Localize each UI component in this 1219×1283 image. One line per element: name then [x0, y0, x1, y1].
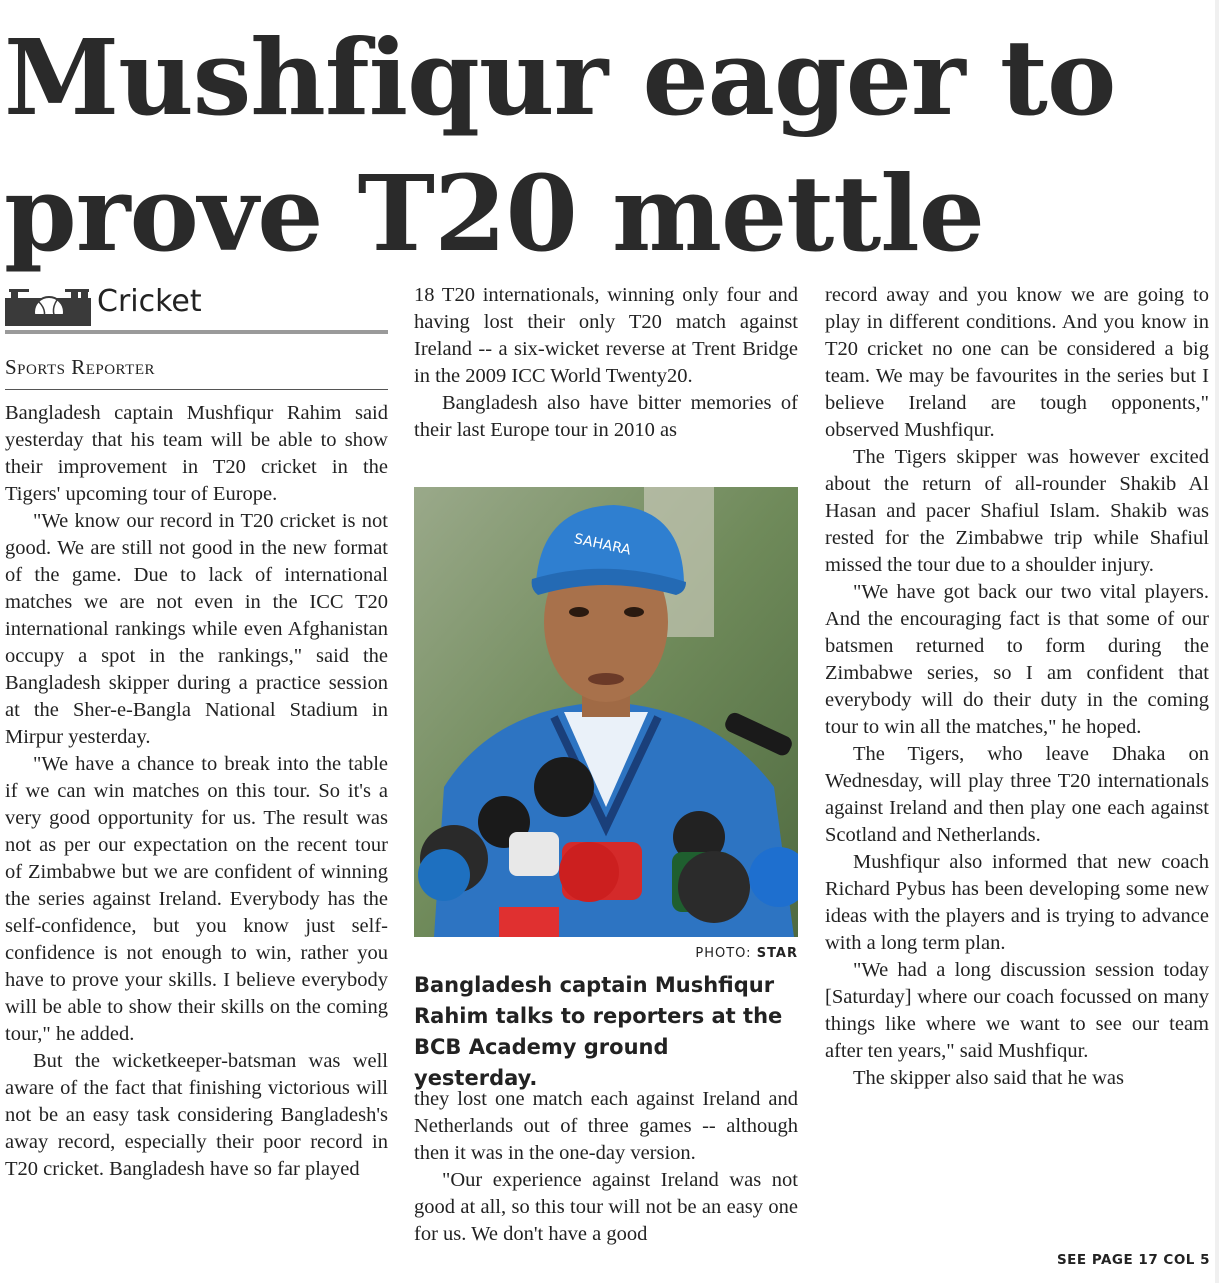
- col3-paragraph-4: The Tigers, who leave Dhaka on Wednesday, will play three T20 internationals against Ireland and then play one each against Scotland and Netherlands.: [825, 743, 1209, 846]
- col2-paragraph-2: Bangladesh also have bitter memories of their last Europe tour in 2010 as: [414, 392, 798, 441]
- section-tag: [5, 282, 388, 334]
- col3-paragraph-7: The skipper also said that he was: [853, 1067, 1124, 1089]
- col1-paragraph-1: Bangladesh captain Mushfiqur Rahim said yesterday that his team will be able to show their improvement in T20 cricket in the Tigers' upcoming tour of Europe.: [5, 402, 388, 505]
- col1-paragraph-4: But the wicketkeeper-batsman was well aware of the fact that finishing victorious will not be an easy task considering Bangladesh's away record, especially their poor record in T20 cricket. Bangladesh have so far played: [5, 1050, 388, 1180]
- cricket-stumps-ball-icon: [5, 284, 91, 326]
- col1-paragraph-3: "We have a chance to break into the table if we can win matches on this tour. So it's a very good opportunity for us. The result was not as per our expectation on the recent tour of Zimbabwe but we are confident of winning the series against Ireland. Everybody has the self-confidence, but you know just self-confidence is not enough to win, rather you have to prove your skills. I believe everybody will be able to show their skills on the coming tour," he added.: [5, 753, 388, 1045]
- page-edge: [1215, 0, 1219, 1283]
- photo: [414, 487, 798, 937]
- headline: [4, 10, 1204, 282]
- col1-paragraph-2: "We know our record in T20 cricket is not good. We are still not good in the new format of the game. Due to lack of international matches we are not even in the ICC T20 international rankings while even Afghanistan occupy a spot in the rankings," said the Bangladesh skipper during a practice session at the Sher-e-Bangla National Stadium in Mirpur yesterday.: [5, 510, 388, 748]
- svg-text:SAHARA: SAHARA: [572, 530, 633, 559]
- col3-paragraph-1: record away and you know we are going to play in different conditions. And you know in T20 cricket no one can be considered a big team. We may be favourites in the series but I believe Ireland are tough opponents," observed Mushfiqur.: [825, 284, 1209, 441]
- section-label: Cricket: [97, 284, 202, 319]
- photo-credit-source: STAR: [756, 946, 798, 961]
- article-column-2-top: [414, 282, 798, 444]
- photo-credit: [414, 946, 798, 961]
- col2b-paragraph-1: they lost one match each against Ireland and Netherlands out of three games -- although then it was in the one-day version.: [414, 1088, 798, 1164]
- col2b-paragraph-2: "Our experience against Ireland was not good at all, so this tour will not be an easy one for us. We don't have a good: [414, 1169, 798, 1245]
- col2-paragraph-1: 18 T20 internationals, winning only four and having lost their only T20 match against Ireland -- a six-wicket reverse at Trent Bridge in the 2009 ICC World Twenty20.: [414, 284, 798, 387]
- col3-paragraph-5: Mushfiqur also informed that new coach Richard Pybus has been developing some new ideas with the players and is trying to advance with a long term plan.: [825, 851, 1209, 954]
- article-column-2-bottom: [414, 1086, 798, 1248]
- article-column-1: [5, 282, 388, 1183]
- byline: Sports Reporter: [5, 354, 388, 390]
- photo-captain-with-microphones: [414, 487, 798, 937]
- continued-jump-line: SEE PAGE 17 COL 5: [1056, 1252, 1210, 1268]
- article-column-3: [825, 282, 1209, 1092]
- col3-paragraph-6: "We had a long discussion session today [Saturday] where our coach focussed on many things like where we want to see our team after ten years," said Mushfiqur.: [825, 959, 1209, 1062]
- col3-paragraph-3: "We have got back our two vital players. And the encouraging fact is that some of our batsmen returned to form during the Zimbabwe series, so I am confident that everybody will do their duty in the coming tour to win all the matches," he hoped.: [825, 581, 1209, 738]
- photo-caption: Bangladesh captain Mushfiqur Rahim talks to reporters at the BCB Academy ground yesterday.: [414, 973, 783, 1090]
- col3-paragraph-2: The Tigers skipper was however excited about the return of all-rounder Shakib Al Hasan and pacer Shafiul Islam. Shakib was rested for the Zimbabwe trip while Shafiul missed the tour due to a shoulder injury.: [825, 446, 1209, 576]
- photo-credit-label: PHOTO:: [695, 946, 752, 961]
- headline-line-2: prove T20 mettle: [4, 152, 984, 275]
- headline-line-1: Mushfiqur eager to: [4, 16, 1116, 139]
